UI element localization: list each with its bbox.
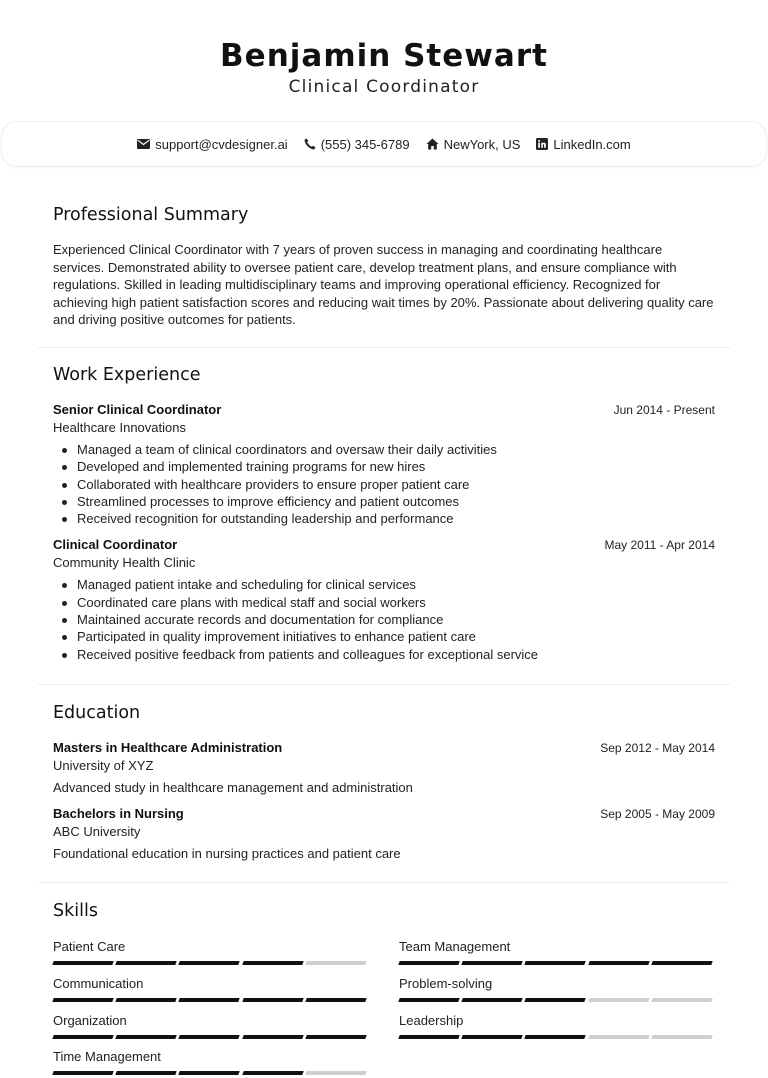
skill-item xyxy=(399,1013,715,1039)
education-heading: Education xyxy=(53,703,141,723)
job-bullet: Participated in quality improvement initiatives to enhance patient care xyxy=(53,628,715,645)
skill-level-segment xyxy=(525,961,586,965)
skill-name: Problem-solving xyxy=(399,976,493,991)
resume-header xyxy=(0,36,768,97)
contact-bar xyxy=(1,121,767,167)
skill-level-segment xyxy=(115,1071,176,1075)
home-icon xyxy=(426,138,439,150)
skill-level-segment xyxy=(179,1035,240,1039)
skill-level-segment xyxy=(305,1071,366,1075)
skill-level-segment xyxy=(115,1035,176,1039)
summary-heading: Professional Summary xyxy=(53,205,249,225)
skill-level-segment xyxy=(651,961,712,965)
skills-section xyxy=(53,901,715,921)
education-entry xyxy=(53,740,715,795)
section-divider xyxy=(38,347,730,348)
section-divider xyxy=(38,882,730,883)
job-bullet: Managed patient intake and scheduling for clinical services xyxy=(53,576,715,593)
skills-heading: Skills xyxy=(53,901,98,921)
skill-level-segment xyxy=(179,998,240,1002)
job-bullet: Developed and implemented training programs for new hires xyxy=(53,458,715,475)
skill-level-segment xyxy=(242,1035,303,1039)
skill-level-bar xyxy=(53,1071,369,1075)
skill-level-segment xyxy=(588,998,649,1002)
skill-level-segment xyxy=(398,961,459,965)
skill-level-segment xyxy=(305,998,366,1002)
skill-level-segment xyxy=(588,1035,649,1039)
skill-level-segment xyxy=(588,961,649,965)
job-entry xyxy=(53,537,715,662)
skill-level-segment xyxy=(398,1035,459,1039)
contact-phone-text: (555) 345-6789 xyxy=(320,136,410,152)
job-dates: Jun 2014 - Present xyxy=(613,403,715,417)
summary-section xyxy=(53,205,715,329)
phone-icon xyxy=(304,138,316,150)
skill-name: Patient Care xyxy=(53,939,126,954)
job-bullet: Collaborated with healthcare providers to ensure proper patient care xyxy=(53,476,715,493)
skill-level-segment xyxy=(179,1071,240,1075)
section-divider xyxy=(38,684,730,685)
job-bullets xyxy=(53,576,715,662)
skill-level-bar xyxy=(53,961,369,965)
degree-dates: Sep 2012 - May 2014 xyxy=(600,741,715,755)
skill-level-segment xyxy=(242,961,303,965)
skill-level-segment xyxy=(52,961,113,965)
job-dates: May 2011 - Apr 2014 xyxy=(604,538,715,553)
job-bullet: Managed a team of clinical coordinators and oversaw their daily activities xyxy=(53,441,715,458)
skill-level-segment xyxy=(305,1035,366,1039)
skill-level-bar xyxy=(399,961,715,965)
experience-heading: Work Experience xyxy=(53,365,201,385)
contact-linkedin[interactable] xyxy=(536,137,630,152)
candidate-name: Benjamin Stewart xyxy=(220,38,548,74)
contact-email-text: support@cvdesigner.ai xyxy=(155,136,288,152)
job-bullets xyxy=(53,441,715,527)
experience-section xyxy=(53,365,715,663)
contact-location xyxy=(426,137,521,152)
degree-name: Masters in Healthcare Administration xyxy=(53,740,283,755)
skill-name: Leadership xyxy=(399,1013,464,1028)
job-bullet: Coordinated care plans with medical staff and social workers xyxy=(53,594,715,611)
skill-level-bar xyxy=(399,998,715,1002)
skill-level-segment xyxy=(651,1035,712,1039)
skill-level-segment xyxy=(525,998,586,1002)
skill-level-segment xyxy=(525,1035,586,1039)
education-entry xyxy=(53,806,715,861)
contact-phone[interactable] xyxy=(304,137,410,152)
skill-level-bar xyxy=(399,1035,715,1039)
summary-text: Experienced Clinical Coordinator with 7 years of proven success in managing and coordinating healthcare services. Demonstrated ability to oversee patient care, develop treatment plans, and ensure compliance with regulations. Skilled in leading multidisciplinary teams and improving operational efficiency. Recognized for achieving high patient satisfaction scores and reducing wait times by 20%. Passionate about delivering quality care and driving positive outcomes for patients. xyxy=(53,242,714,328)
skill-item xyxy=(53,1013,369,1039)
contact-email[interactable] xyxy=(137,137,287,152)
job-role: Clinical Coordinator xyxy=(53,537,178,553)
skill-name: Communication xyxy=(53,976,144,991)
skill-item xyxy=(53,939,369,965)
skill-level-segment xyxy=(461,998,522,1002)
job-company: Healthcare Innovations xyxy=(53,420,186,435)
degree-name: Bachelors in Nursing xyxy=(53,806,184,821)
skill-item xyxy=(399,939,715,965)
job-bullet: Maintained accurate records and documentation for compliance xyxy=(53,611,715,628)
skill-level-segment xyxy=(305,961,366,965)
education-section xyxy=(53,703,715,861)
contact-linkedin-text: LinkedIn.com xyxy=(553,136,631,152)
school-name: University of XYZ xyxy=(53,758,154,773)
envelope-icon xyxy=(137,139,150,149)
skill-name: Organization xyxy=(53,1013,127,1028)
job-role: Senior Clinical Coordinator xyxy=(53,402,222,417)
skill-item xyxy=(399,976,715,1002)
job-entry xyxy=(53,402,715,527)
skill-level-segment xyxy=(651,998,712,1002)
job-bullet: Received recognition for outstanding leadership and performance xyxy=(53,510,715,527)
skill-level-segment xyxy=(52,998,113,1002)
skill-level-bar xyxy=(53,1035,369,1039)
skill-level-bar xyxy=(53,998,369,1002)
skill-level-segment xyxy=(461,961,522,965)
skill-level-segment xyxy=(461,1035,522,1039)
degree-description: Advanced study in healthcare management and administration xyxy=(53,780,413,795)
candidate-title: Clinical Coordinator xyxy=(288,77,480,97)
skill-level-segment xyxy=(52,1071,113,1075)
job-company: Community Health Clinic xyxy=(53,555,196,571)
degree-dates: Sep 2005 - May 2009 xyxy=(600,807,715,821)
skill-name: Team Management xyxy=(399,939,511,954)
skill-name: Time Management xyxy=(53,1049,161,1064)
school-name: ABC University xyxy=(53,824,141,839)
skill-level-segment xyxy=(179,961,240,965)
degree-description: Foundational education in nursing practices and patient care xyxy=(53,846,401,861)
contact-location-text: NewYork, US xyxy=(443,136,521,152)
linkedin-icon xyxy=(536,138,548,150)
skill-level-segment xyxy=(115,998,176,1002)
skill-level-segment xyxy=(115,961,176,965)
skill-level-segment xyxy=(242,998,303,1002)
skill-item xyxy=(53,1049,369,1075)
skill-level-segment xyxy=(52,1035,113,1039)
skill-item xyxy=(53,976,369,1002)
skill-level-segment xyxy=(242,1071,303,1075)
skill-level-segment xyxy=(398,998,459,1002)
job-bullet: Received positive feedback from patients and colleagues for exceptional service xyxy=(53,646,715,663)
job-bullet: Streamlined processes to improve efficiency and patient outcomes xyxy=(53,493,715,510)
